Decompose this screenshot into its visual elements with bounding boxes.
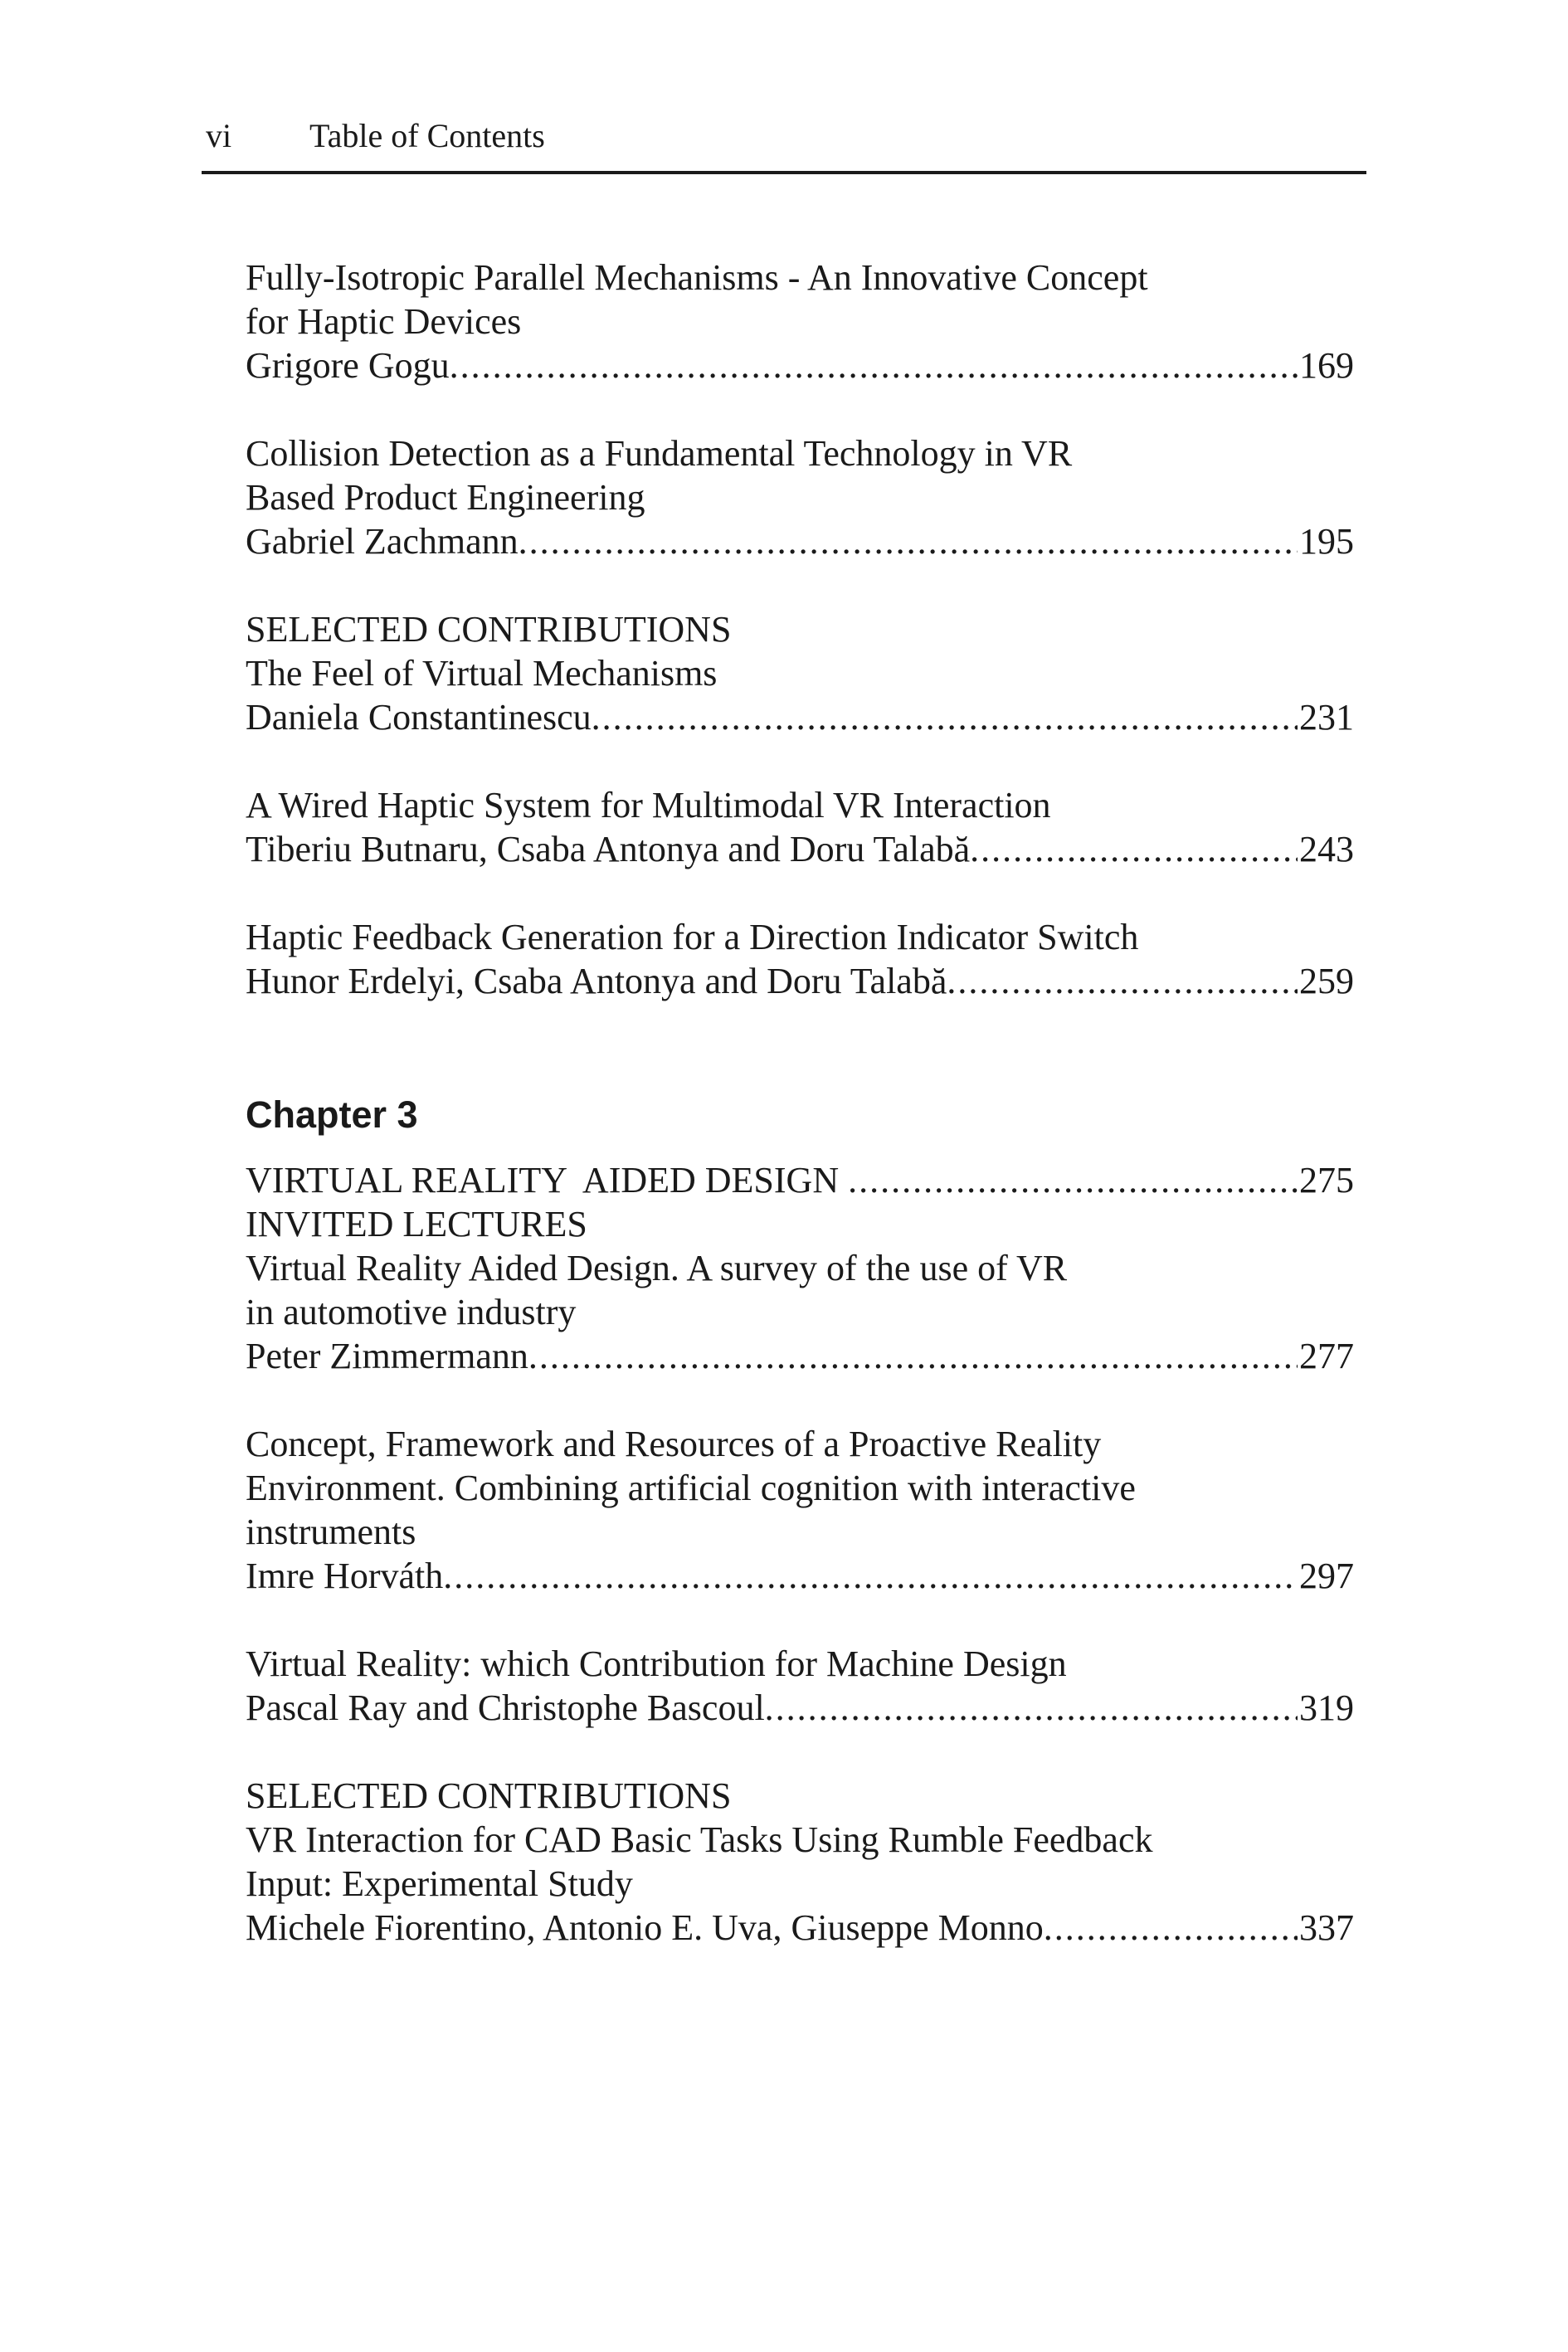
entry-page-number: 297 <box>1299 1556 1354 1596</box>
entry-authors: Daniela Constantinescu <box>246 697 592 738</box>
page-number: vi <box>206 117 232 154</box>
entry-authors: Imre Horváth <box>246 1556 444 1596</box>
entry-authors: Peter Zimmermann <box>246 1336 528 1376</box>
entry-title-line: Haptic Feedback Generation for a Direction Indicator Switch <box>246 917 1139 957</box>
toc-entry <box>246 607 1354 739</box>
toc-entry <box>246 1642 1354 1730</box>
entry-page-number: 169 <box>1299 345 1354 386</box>
toc-entry <box>246 1422 1354 1598</box>
entry-title-line: VR Interaction for CAD Basic Tasks Using Rumble Feedback <box>246 1819 1153 1860</box>
part-title: VIRTUAL REALITY AIDED DESIGN <box>246 1160 849 1200</box>
toc-entry <box>246 1774 1354 1950</box>
toc-content <box>246 256 1354 1994</box>
entry-title-line: Input: Experimental Study <box>246 1863 633 1904</box>
header-rule <box>202 171 1366 174</box>
entry-author-line[interactable] <box>246 827 1354 871</box>
entry-page-number: 275 <box>1299 1160 1354 1200</box>
entry-page-number: 231 <box>1299 697 1354 738</box>
toc-entry <box>246 431 1354 563</box>
dot-leader <box>848 1158 1298 1202</box>
entry-author-line[interactable] <box>246 1906 1354 1950</box>
page-header <box>202 111 1363 161</box>
chapter-heading: Chapter 3 <box>246 1093 418 1136</box>
entry-author-line[interactable] <box>246 695 1354 739</box>
dot-leader <box>450 343 1298 387</box>
entry-authors: Grigore Gogu <box>246 345 450 386</box>
entry-authors: Hunor Erdelyi, Csaba Antonya and Doru Talabă <box>246 961 947 1001</box>
entry-authors: Tiberiu Butnaru, Csaba Antonya and Doru Talabă <box>246 829 971 869</box>
entry-title-line: Virtual Reality: which Contribution for Machine Design <box>246 1643 1067 1684</box>
dot-leader <box>528 1334 1298 1378</box>
entry-title-line: Environment. Combining artificial cognition with interactive <box>246 1468 1136 1508</box>
entry-title-line: Virtual Reality Aided Design. A survey of the use of VR <box>246 1248 1068 1288</box>
entry-title-line: Fully-Isotropic Parallel Mechanisms - An Innovative Concept <box>246 257 1148 298</box>
entry-title-line: A Wired Haptic System for Multimodal VR Interaction <box>246 785 1051 825</box>
entry-author-line[interactable] <box>246 959 1354 1003</box>
entry-page-number: 337 <box>1299 1907 1354 1948</box>
entry-title-line: Based Product Engineering <box>246 477 645 518</box>
running-title: Table of Contents <box>309 117 545 154</box>
entry-author-line[interactable] <box>246 519 1354 563</box>
entry-page-number: 319 <box>1299 1687 1354 1728</box>
toc-entry <box>246 256 1354 387</box>
subsection-label: INVITED LECTURES <box>246 1204 587 1244</box>
entry-authors: Pascal Ray and Christophe Bascoul <box>246 1687 765 1728</box>
part-title-line[interactable] <box>246 1158 1354 1202</box>
entry-page-number: 277 <box>1299 1336 1354 1376</box>
entry-title-line: for Haptic Devices <box>246 301 522 342</box>
entry-authors: Gabriel Zachmann <box>246 521 519 562</box>
entry-page-number: 259 <box>1299 961 1354 1001</box>
toc-entry <box>246 783 1354 871</box>
section-label: SELECTED CONTRIBUTIONS <box>246 1775 732 1816</box>
dot-leader <box>1044 1906 1298 1950</box>
entry-author-line[interactable] <box>246 1334 1354 1378</box>
entry-title-line: Collision Detection as a Fundamental Technology in VR <box>246 433 1073 474</box>
dot-leader <box>443 1554 1298 1598</box>
entry-title-line: The Feel of Virtual Mechanisms <box>246 653 718 694</box>
entry-author-line[interactable] <box>246 343 1354 387</box>
dot-leader <box>970 827 1298 871</box>
entry-author-line[interactable] <box>246 1554 1354 1598</box>
dot-leader <box>592 695 1298 739</box>
toc-entry <box>246 1158 1354 1378</box>
dot-leader <box>765 1686 1298 1730</box>
dot-leader <box>947 959 1298 1003</box>
section-label: SELECTED CONTRIBUTIONS <box>246 609 732 650</box>
dot-leader <box>519 519 1298 563</box>
toc-entry <box>246 915 1354 1003</box>
entry-page-number: 243 <box>1299 829 1354 869</box>
entry-authors: Michele Fiorentino, Antonio E. Uva, Giuseppe Monno <box>246 1907 1044 1948</box>
entry-title-line: Concept, Framework and Resources of a Proactive Reality <box>246 1424 1102 1464</box>
entry-title-line: in automotive industry <box>246 1292 577 1332</box>
entry-author-line[interactable] <box>246 1686 1354 1730</box>
entry-title-line: instruments <box>246 1512 416 1552</box>
entry-page-number: 195 <box>1299 521 1354 562</box>
